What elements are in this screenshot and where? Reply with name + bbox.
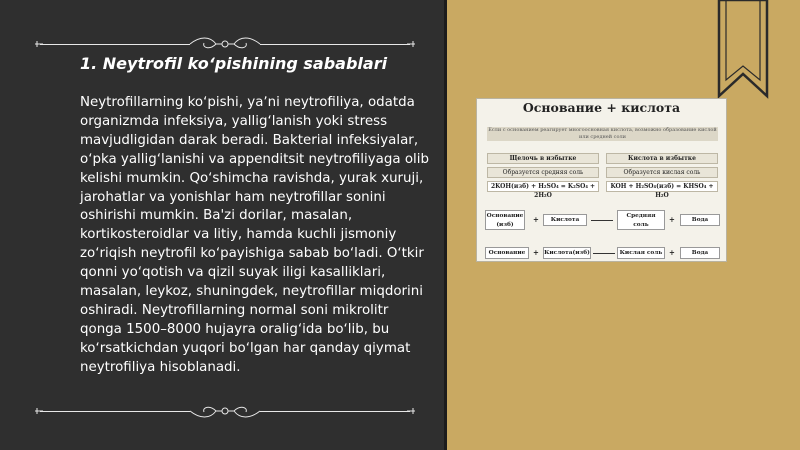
figure-row1-plus2: + — [669, 215, 675, 224]
figure-row1-acid: Кислота — [543, 214, 587, 226]
figure-row2-plus2: + — [669, 248, 675, 257]
bottom-left-tick-icon — [34, 407, 44, 415]
bottom-rule — [40, 411, 190, 412]
slide-body-text: Neytrofillarning koʻpishi, yaʼni neytrofiliya, odatda organizmda infeksiya, yalligʻlanish yoki stress mavjudligidan darak beradi. Bakterial infeksiyalar, oʻpka yalligʻlanishi va appenditsit neytrofiliyaga olib kelishi mumkin. Qoʻshimcha ravishda, yurak xuruji, jarohatlar va yonishlar ham neytrofillar sonini oshirishi mumkin. Ba'zi dorilar, masalan, kortikosteroidlar va litiy, hamda kuchli jismoniy zoʻriqish neytrofil koʻpayishiga sabab boʻladi. Oʻtkir qonni yoʻqotish va qizil suyak iligi kasalliklari, masalan, leykoz, shuningdek, neytrofillar miqdorini oshiradi. Neytrofillarning normal soni mikrolitr qonga 1500–8000 hujayra oraligʻida boʻlib, bu koʻrsatkichdan yuqori boʻlgan har qanday qiymat neytrofiliya hisoblanadi. — [80, 95, 429, 375]
figure-row2-arrow — [593, 253, 615, 254]
figure-row1-salt: Средняя соль — [617, 210, 665, 230]
figure-title: Основание + кислота — [522, 100, 681, 115]
top-left-tick-icon — [34, 40, 44, 48]
chemistry-figure — [476, 98, 727, 262]
figure-eq-left: 2KOH(изб) + H₂SO₄ = K₂SO₄ + 2H₂O — [487, 181, 599, 192]
figure-row2-plus: + — [533, 248, 539, 257]
figure-row1-plus: + — [533, 215, 539, 224]
figure-row1-base: Основание (изб) — [485, 210, 525, 230]
figure-row1-water: Вода — [680, 214, 720, 226]
figure-right-result: Образуется кислая соль — [606, 167, 718, 178]
top-rule-right — [260, 44, 410, 45]
panel-divider — [444, 0, 447, 450]
figure-row2-water: Вода — [680, 247, 720, 259]
figure-col-right: Кислота в избытке — [606, 153, 718, 164]
slide-title: 1. Neytrofil koʻpishining sabablari — [80, 54, 388, 73]
top-flourish-icon — [186, 34, 264, 54]
top-right-tick-icon — [406, 40, 416, 48]
figure-left-result: Образуется средняя соль — [487, 167, 599, 178]
bottom-right-tick-icon — [406, 407, 416, 415]
figure-eq-right: KOH + H₂SO₄(изб) = KHSO₄ + H₂O — [606, 181, 718, 192]
bottom-flourish-icon — [186, 401, 264, 421]
figure-note: Если с основанием реагирует многоосновная кислота, возможно образование кислой или средней соли — [488, 127, 717, 140]
bookmark-ribbon-icon — [717, 0, 769, 100]
figure-row2-acid: Кислота(изб) — [543, 247, 591, 259]
figure-row1-arrow — [591, 220, 613, 221]
figure-col-left: Щелочь в избытке — [487, 153, 599, 164]
top-rule — [40, 44, 190, 45]
bottom-rule-right — [260, 411, 410, 412]
figure-row2-salt: Кислая соль — [617, 247, 665, 259]
figure-row2-base: Основание — [485, 247, 529, 259]
